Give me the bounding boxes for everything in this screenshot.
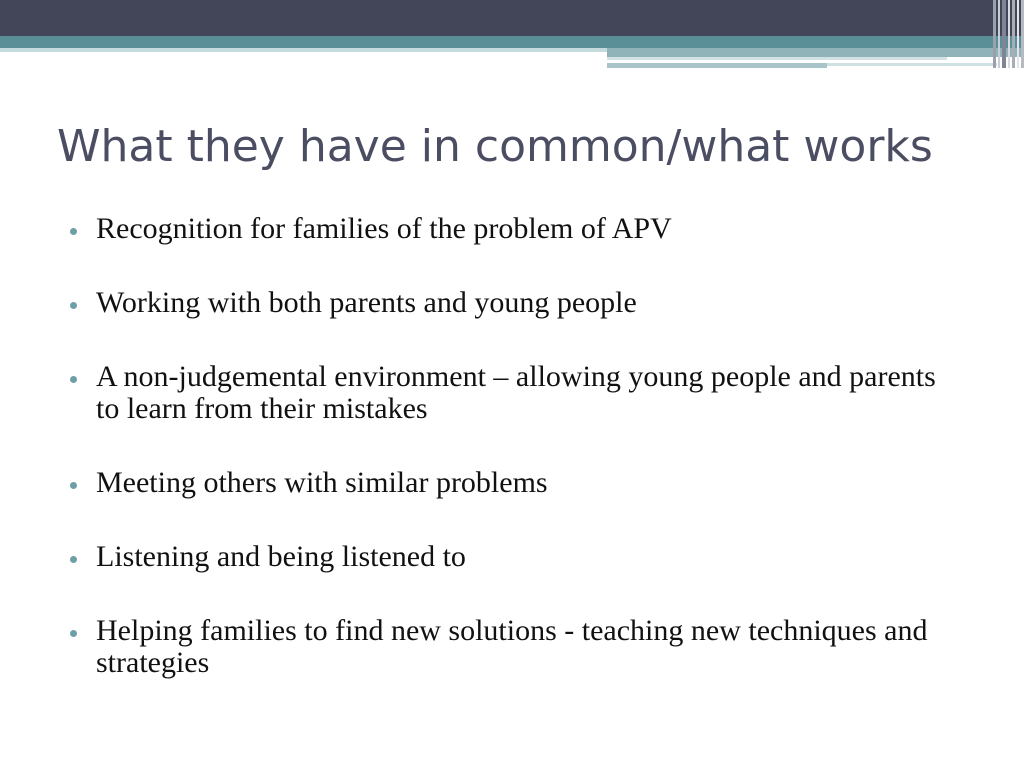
bullet-dot-icon <box>70 228 77 235</box>
header-accent-bar <box>0 36 1024 48</box>
bullet-dot-icon <box>70 482 77 489</box>
header-accent-line <box>0 48 607 52</box>
bullet-dot-icon <box>70 376 77 383</box>
bullet-list <box>70 213 950 721</box>
slide-title: What they have in common/what works <box>57 121 933 172</box>
bullet-text: Listening and being listened to <box>96 540 466 573</box>
header-right-line <box>607 57 947 60</box>
list-item <box>70 361 950 425</box>
bullet-dot-icon <box>70 630 77 637</box>
list-item <box>70 287 950 319</box>
header-bar <box>0 0 1024 36</box>
bullet-text: A non-judgemental environment – allowing young people and parents to learn from their mistakes <box>96 360 936 425</box>
list-item <box>70 213 950 245</box>
list-item <box>70 467 950 499</box>
header-right-line <box>607 63 827 68</box>
header-stripes <box>993 0 1024 68</box>
list-item <box>70 615 950 679</box>
bullet-dot-icon <box>70 556 77 563</box>
bullet-text: Helping families to find new solutions - teaching new techniques and strategies <box>96 614 928 679</box>
header-right-block <box>607 48 1024 57</box>
bullet-text: Working with both parents and young people <box>96 286 637 319</box>
list-item <box>70 541 950 573</box>
bullet-text: Meeting others with similar problems <box>96 466 548 499</box>
bullet-dot-icon <box>70 302 77 309</box>
header-right-line <box>827 63 997 66</box>
bullet-text: Recognition for families of the problem of APV <box>96 212 672 245</box>
